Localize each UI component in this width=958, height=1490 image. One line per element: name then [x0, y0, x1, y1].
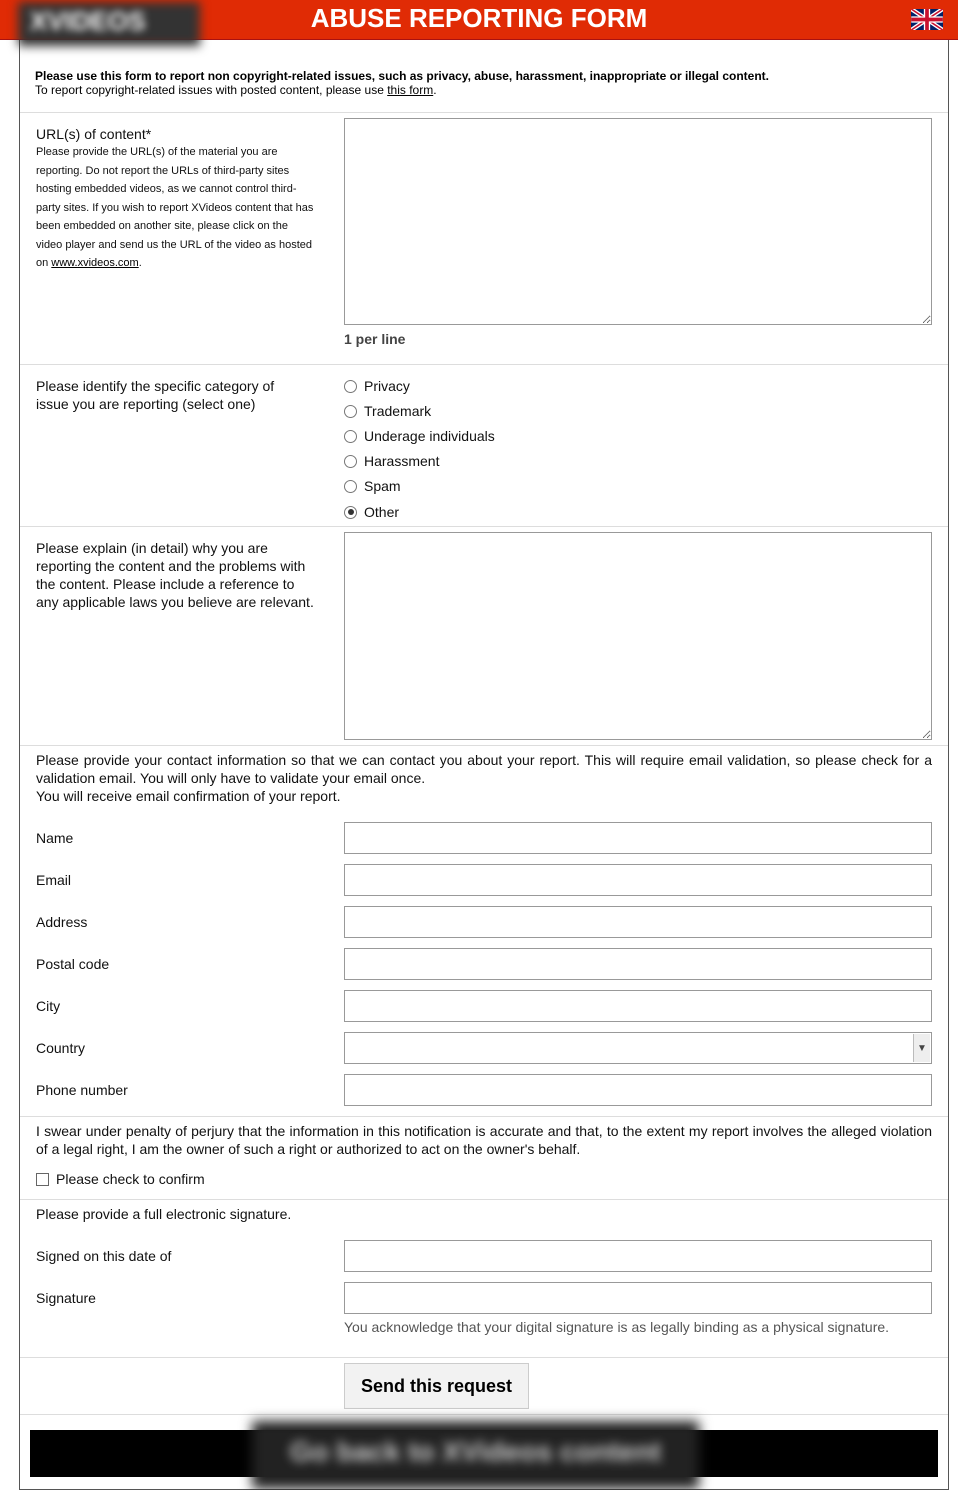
radio-option-other[interactable]: [344, 502, 399, 522]
xvideos-link[interactable]: www.xvideos.com: [51, 257, 139, 269]
send-request-button[interactable]: Send this request: [344, 1363, 529, 1409]
radio-button[interactable]: [344, 480, 357, 493]
signed-date-input[interactable]: [344, 1240, 932, 1272]
contact-intro-line-1: Please provide your contact information so that we can contact you about your report. This will require email validation, so please check for a validation email. You will only have to validate your email once.: [36, 752, 932, 786]
uk-flag-icon[interactable]: [911, 9, 943, 30]
header-bar: [0, 0, 958, 40]
radio-label: Underage individuals: [364, 428, 495, 444]
email-label: Email: [36, 872, 72, 888]
signed-date-label: Signed on this date of: [36, 1248, 172, 1264]
back-link-text[interactable]: Go back to XVideos content: [289, 1436, 662, 1467]
radio-button[interactable]: [344, 430, 357, 443]
email-input[interactable]: [344, 864, 932, 896]
intro-line-1: Please use this form to report non copyright-related issues, such as privacy, abuse, harassment, inappropriate or illegal content.: [35, 69, 769, 83]
divider: [20, 1357, 948, 1358]
site-logo-text: XVIDEOS: [30, 6, 146, 36]
page-title: ABUSE REPORTING FORM: [310, 3, 648, 33]
phone-input[interactable]: [344, 1074, 932, 1106]
perjury-statement: I swear under penalty of perjury that the information in this notification is accurate and that, to the extent my report involves the alleged violation of a legal right, I am the owner of such a right or authorized to act on the owner's behalf.: [36, 1123, 932, 1157]
name-input[interactable]: [344, 822, 932, 854]
city-label: City: [36, 998, 61, 1014]
name-label: Name: [36, 830, 74, 846]
urls-help-body: Please provide the URL(s) of the material you are reporting. Do not report the URLs of third-party sites hosting embedded videos, as we cannot control third-party sites. If you wish to report XVideos content that has been embedded on another site, please click on the video player and send us the URL of the video as hosted on: [36, 146, 314, 269]
city-input[interactable]: [344, 990, 932, 1022]
divider: [20, 1116, 948, 1117]
confirm-checkbox-label: Please check to confirm: [56, 1171, 205, 1187]
signature-intro: Please provide a full electronic signature.: [36, 1206, 292, 1222]
confirm-checkbox[interactable]: [36, 1173, 49, 1186]
radio-button[interactable]: [344, 380, 357, 393]
urls-section-label: [36, 125, 316, 273]
radio-label: Other: [364, 504, 400, 520]
radio-option-harassment[interactable]: [344, 451, 439, 471]
radio-label: Trademark: [364, 403, 432, 419]
divider: [20, 1199, 948, 1200]
radio-option-privacy[interactable]: [344, 376, 410, 396]
radio-label: Spam: [364, 478, 401, 494]
category-label: Please identify the specific category of issue you are reporting (select one): [36, 378, 275, 412]
urls-textarea[interactable]: [344, 118, 932, 325]
chevron-down-icon[interactable]: ▼: [913, 1034, 930, 1062]
intro-text: [35, 69, 769, 97]
divider: [20, 745, 948, 746]
signature-input[interactable]: [344, 1282, 932, 1314]
address-label: Address: [36, 914, 88, 930]
intro-line-2: [35, 83, 769, 97]
divider: [20, 526, 948, 527]
contact-intro: [36, 751, 932, 805]
intro-line-2-prefix: To report copyright-related issues with posted content, please use: [35, 83, 388, 97]
radio-label: Harassment: [364, 453, 440, 469]
postal-code-label: Postal code: [36, 956, 110, 972]
radio-option-spam[interactable]: [344, 476, 401, 496]
divider: [20, 1414, 948, 1415]
urls-help-suffix: .: [138, 257, 142, 269]
radio-button-selected[interactable]: [344, 506, 357, 519]
divider: [20, 112, 948, 113]
phone-label: Phone number: [36, 1082, 128, 1098]
explain-label: Please explain (in detail) why you are reporting the content and the problems with the content. Please include a reference to any applicable laws you believe are relevant.: [36, 540, 314, 610]
signature-acknowledgement: You acknowledge that your digital signature is as legally binding as a physical signature.: [344, 1319, 890, 1335]
country-select[interactable]: [344, 1032, 932, 1064]
country-label: Country: [36, 1040, 86, 1056]
explain-textarea[interactable]: [344, 532, 932, 740]
radio-button[interactable]: [344, 405, 357, 418]
urls-hint: 1 per line: [344, 331, 406, 347]
radio-label: Privacy: [364, 378, 410, 394]
urls-help-text: [36, 143, 316, 273]
radio-option-trademark[interactable]: [344, 401, 431, 421]
intro-line-2-suffix: .: [433, 83, 437, 97]
postal-code-input[interactable]: [344, 948, 932, 980]
divider: [20, 364, 948, 365]
urls-label: URL(s) of content*: [36, 126, 152, 142]
copyright-form-link[interactable]: this form: [387, 83, 434, 97]
confirm-checkbox-row[interactable]: [36, 1171, 205, 1187]
radio-option-underage[interactable]: [344, 426, 495, 446]
radio-button[interactable]: [344, 455, 357, 468]
signature-label: Signature: [36, 1290, 96, 1306]
contact-intro-line-2: You will receive email confirmation of your report.: [36, 788, 341, 804]
address-input[interactable]: [344, 906, 932, 938]
